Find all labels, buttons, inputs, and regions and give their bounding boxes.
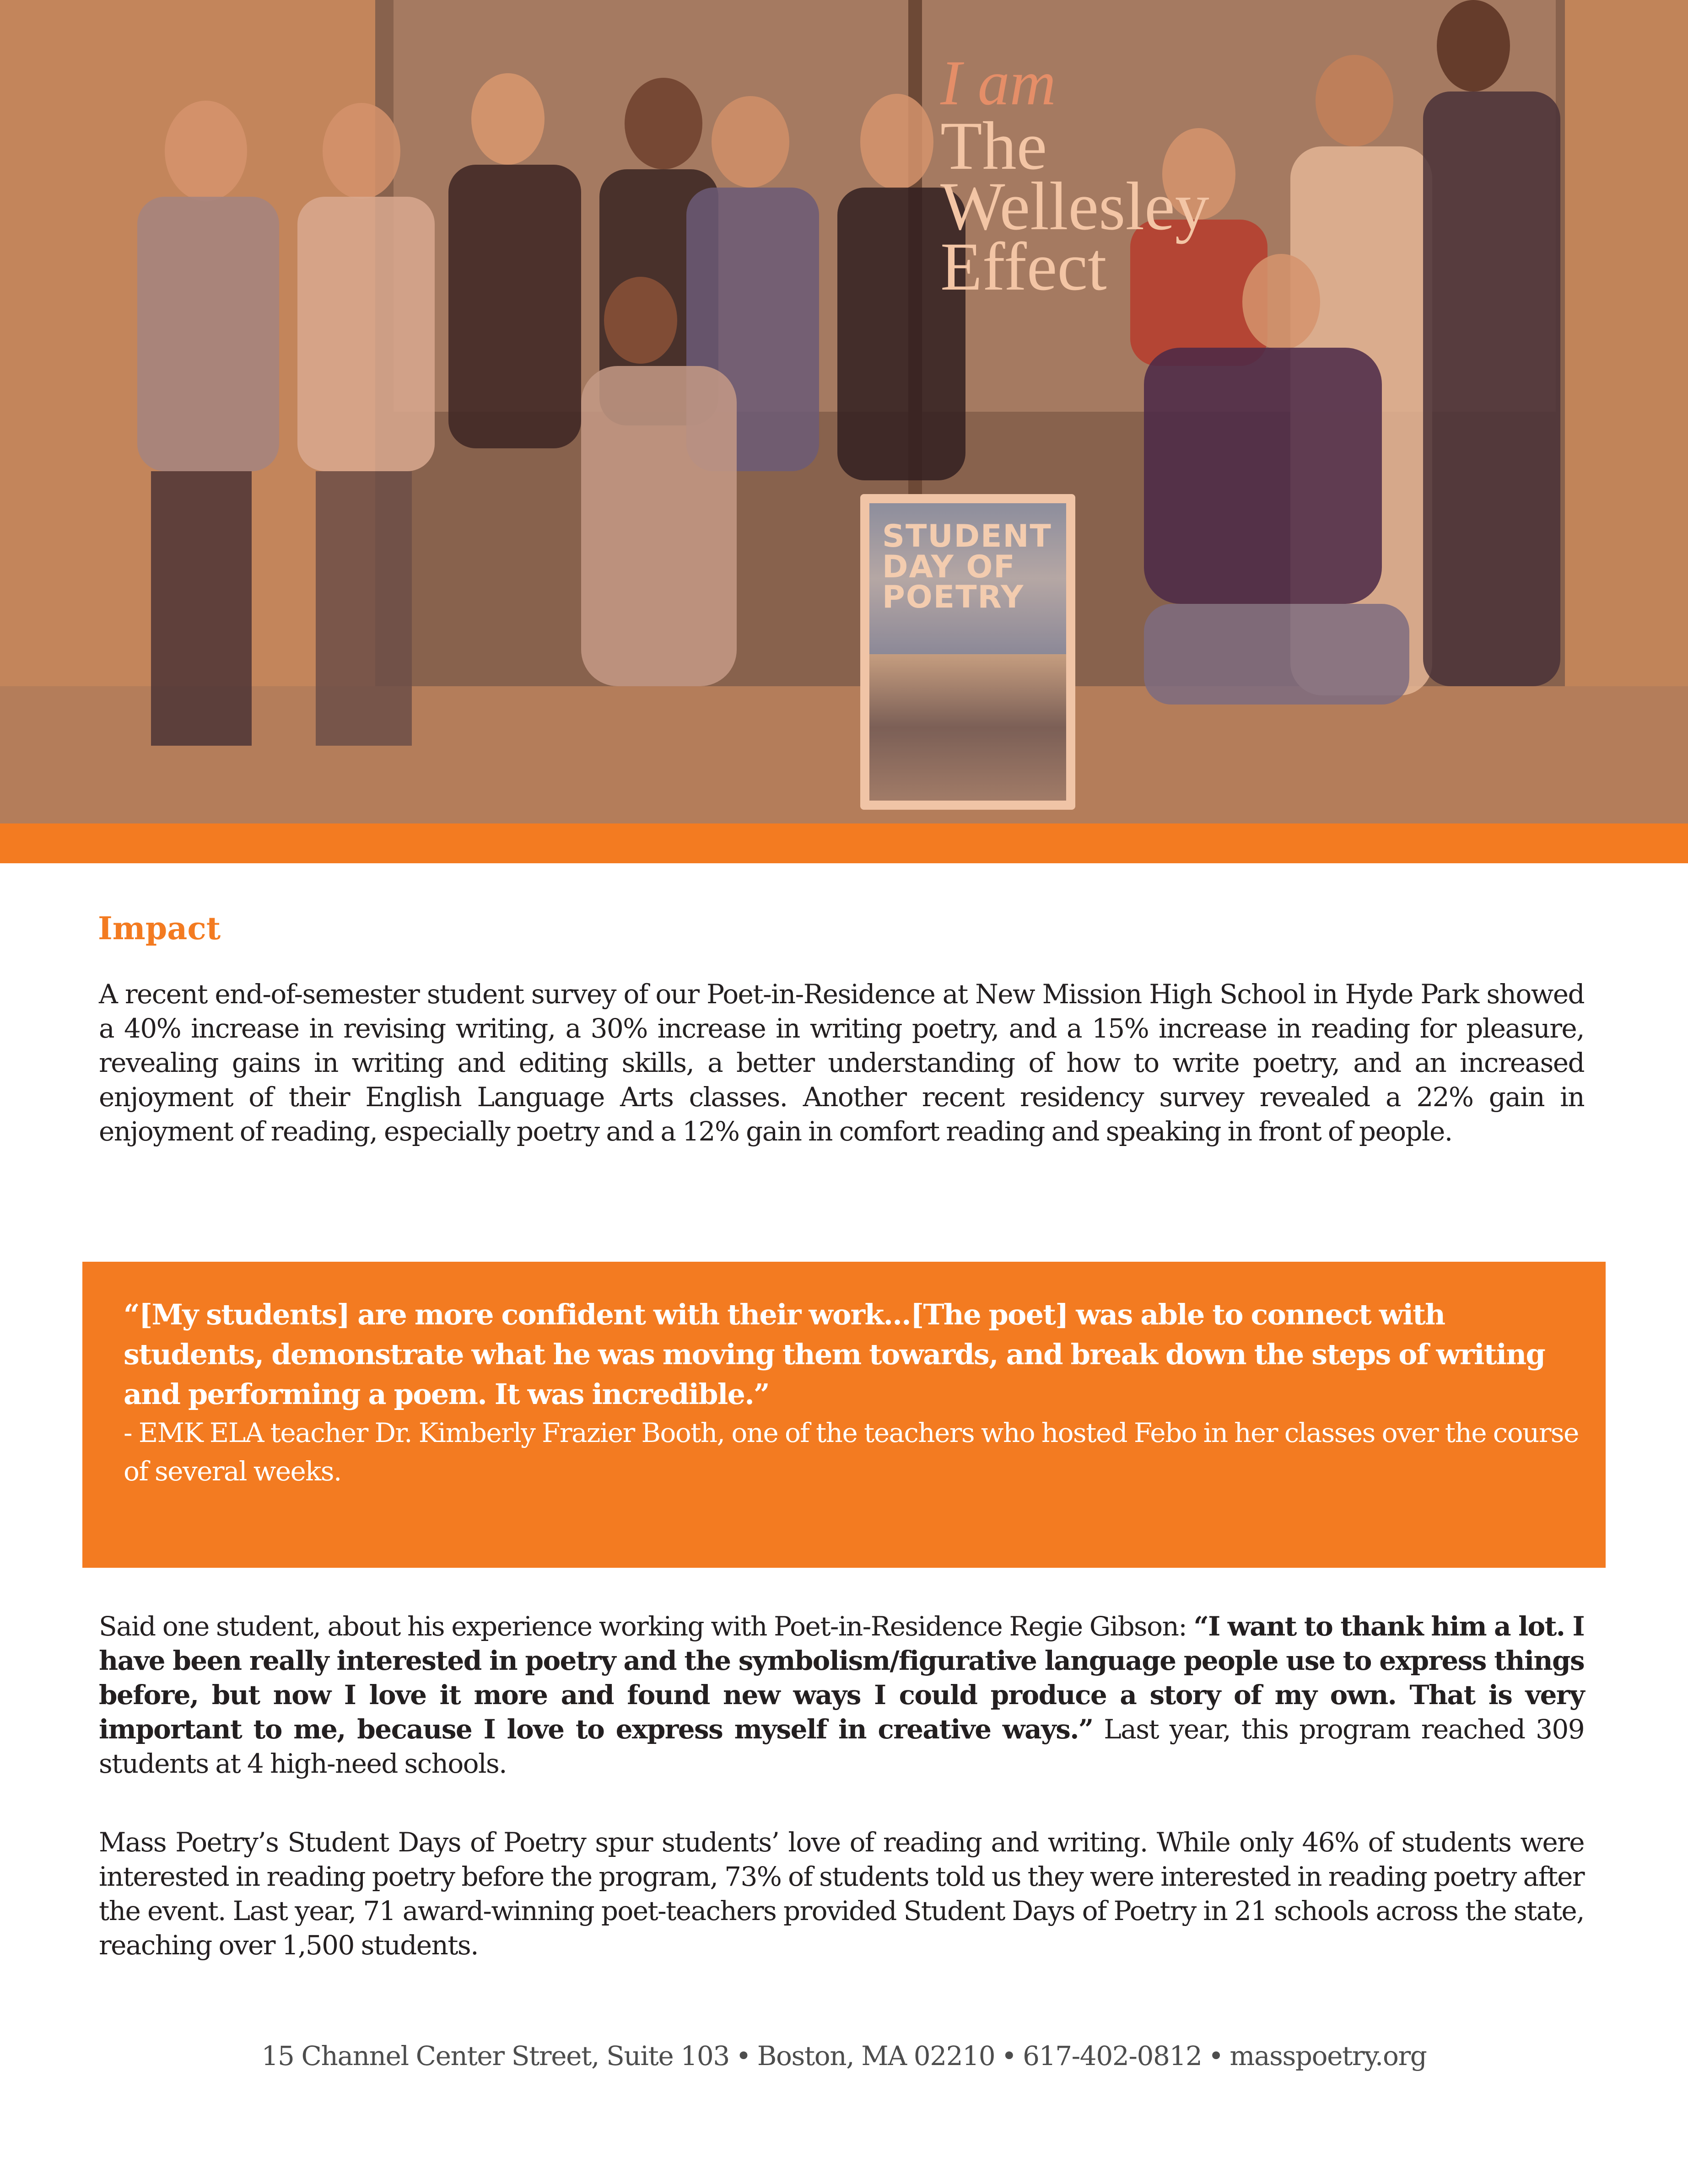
student-paragraph-intro: Said one student, about his experience working with Poet-in-Residence Regie Gibson: (99, 1611, 1194, 1642)
window-lettering-line2: The (940, 108, 1047, 184)
student-paragraph-outro: Last year, this program reached 309 students at 4 high-need schools. (99, 1714, 1585, 1779)
student-paragraph (99, 1609, 1584, 1781)
teacher-quote: “[My students] are more confident with their work...[The poet] was able to connect with students, demonstrate what he was moving them towards, and break down the steps of writing and performing a poem. It was incredible.” (124, 1298, 1545, 1411)
pavement (0, 686, 1688, 823)
sign-title-line2: DAY OF (882, 549, 1016, 585)
sign-title (882, 518, 1052, 616)
student-days-paragraph: Mass Poetry’s Student Days of Poetry spur students’ love of reading and writing. While only 46% of students were interested in reading poetry before the program, 73% of students told us they were interested in reading poetry after the event. Last year, 71 award-winning poet-teachers provided Student Days of Poetry in 21 schools across the state, reaching over 1,500 students. (99, 1827, 1584, 1961)
window-lettering (940, 48, 1209, 305)
window-lettering-line3: Wellesley (940, 168, 1209, 245)
quote-attribution: - EMK ELA teacher Dr. Kimberly Frazier Booth, one of the teachers who hosted Febo in her classes over the course of several weeks. (124, 1417, 1579, 1487)
header-photo (0, 0, 1688, 823)
sign-title-line1: STUDENT (882, 518, 1052, 554)
footer-separator: • (1208, 2040, 1224, 2071)
footer-address: 15 Channel Center Street, Suite 103 (261, 2040, 729, 2071)
sign-title-line3: POETRY (882, 579, 1025, 616)
window-lettering-line1: I am (940, 48, 1056, 118)
footer-separator: • (735, 2040, 751, 2071)
footer-contact (0, 2040, 1688, 2071)
sign-audience-photo (869, 654, 1066, 801)
impact-paragraph: A recent end-of-semester student survey of our Poet-in-Residence at New Mission High School in Hyde Park showed a 40% increase in revising writing, a 30% increase in writing poetry, and a 15% increase in reading for pleasure, revealing gains in writing and editing skills, a better understanding of how to write poetry, and an increased enjoyment of their English Language Arts classes. Another recent residency survey revealed a 22% gain in enjoyment of reading, especially poetry and a 12% gain in comfort reading and speaking in front of people. (99, 979, 1584, 1147)
footer-city: Boston, MA 02210 (757, 2040, 995, 2071)
orange-divider-band (0, 823, 1688, 863)
footer-phone[interactable]: 617-402-0812 (1023, 2040, 1202, 2071)
window-lettering-line4: Effect (940, 229, 1107, 305)
photo-scene (0, 0, 1688, 823)
section-heading-impact: Impact (98, 910, 221, 947)
footer-website-link[interactable]: masspoetry.org (1230, 2040, 1427, 2071)
student-quote: “I want to thank him a lot. I have been really interested in poetry and the symbolism/figurative language people use to express things before, but now I love it more and found new ways I could produce a story of my own. That is very important to me, because I love to express myself in creative ways.” (99, 1611, 1584, 1745)
footer-separator: • (1001, 2040, 1017, 2071)
